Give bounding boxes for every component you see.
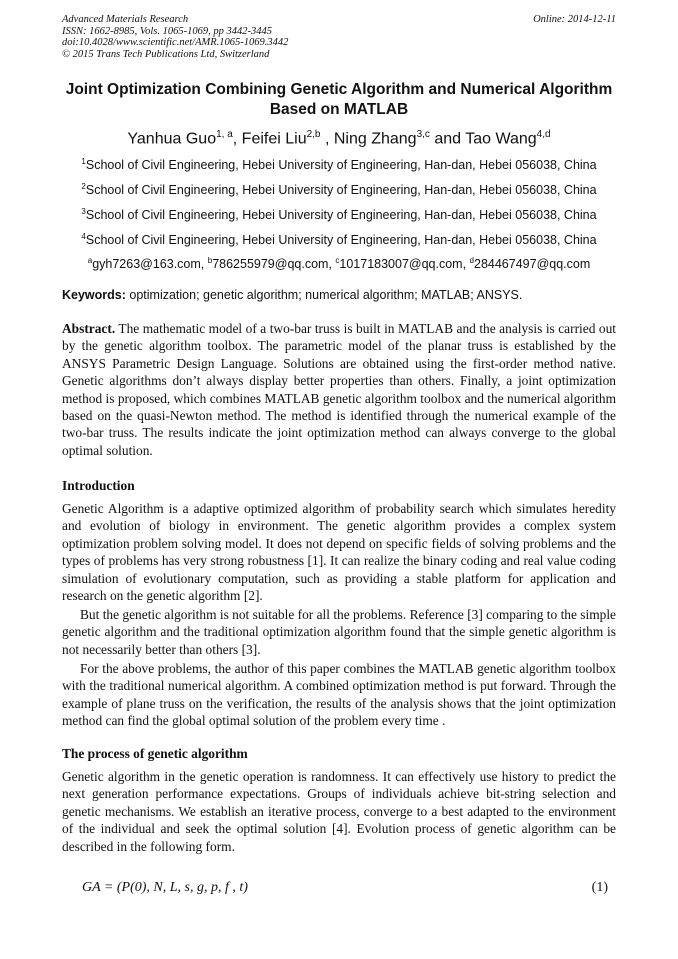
affiliation bbox=[62, 229, 616, 248]
intro-paragraph-3: For the above problems, the author of this paper combines the MATLAB genetic algorithm toolbox with the traditional numerical algorithm. A combined optimization method is put forward. Through the example of plane truss on the verification, the results of the analysis shows that the joint optimization method can find the global optimal solution of the problem every time . bbox=[62, 661, 616, 729]
section-heading-introduction: Introduction bbox=[62, 478, 135, 493]
author-sup: 3,c bbox=[416, 129, 430, 140]
email-address: 284467497@qq.com bbox=[474, 257, 591, 272]
email-address: 1017183007@qq.com, bbox=[339, 257, 470, 272]
affiliation-num: 3 bbox=[81, 207, 86, 216]
email-list bbox=[62, 253, 616, 272]
author-sup: 4,d bbox=[536, 129, 551, 140]
process-paragraph-1: Genetic algorithm in the genetic operation is randomness. It can effectively use history to predict the next generation performance expectations. Groups of individuals achieve bit-string selection and genetic mechanisms. We establish an iterative process, converge to a best adapted to the environment of the individual and seek the optimal solution [4]. Evolution process of genetic algorithm can be described in the following form. bbox=[62, 769, 616, 854]
affiliation-text: School of Civil Engineering, Hebei University of Engineering, Han-dan, Hebei 056038, China bbox=[85, 233, 597, 248]
intro-paragraph-2: But the genetic algorithm is not suitable for all the problems. Reference [3] comparing to the simple genetic algorithm and the traditional optimization algorithm found that the simple genetic algorithm is not necessarily better than others [3]. bbox=[62, 607, 616, 657]
author-sup: 1, a bbox=[216, 129, 233, 140]
email-address: gyh7263@163.com, bbox=[92, 257, 208, 272]
affiliation-text: School of Civil Engineering, Hebei University of Engineering, Han-dan, Hebei 056038, China bbox=[85, 208, 597, 223]
affiliation-num: 2 bbox=[81, 182, 86, 191]
equation: GA = (P(0), N, L, s, g, p, f , t) bbox=[82, 880, 248, 895]
email-sup: a bbox=[87, 256, 93, 265]
author-sep: , bbox=[320, 130, 334, 148]
affiliation-num: 4 bbox=[81, 232, 86, 241]
journal-name: Advanced Materials Research bbox=[62, 14, 189, 25]
affiliation-text: School of Civil Engineering, Hebei University of Engineering, Han-dan, Hebei 056038, China bbox=[85, 183, 597, 198]
keywords-label: Keywords: bbox=[62, 288, 126, 302]
affiliation-num: 1 bbox=[81, 157, 86, 166]
author-name: Yanhua Guo bbox=[127, 130, 217, 148]
copyright-line: © 2015 Trans Tech Publications Ltd, Switzerland bbox=[62, 48, 270, 60]
email-sup: b bbox=[207, 256, 213, 265]
author-sep: and bbox=[429, 130, 466, 148]
journal-header bbox=[62, 14, 288, 60]
doi-line: doi:10.4028/www.scientific.net/AMR.1065-1069.3442 bbox=[62, 37, 289, 48]
issn-line: ISSN: 1662-8985, Vols. 1065-1069, pp 3442-3445 bbox=[62, 25, 272, 37]
online-date: Online: 2014-12-11 bbox=[533, 14, 616, 25]
author-sup: 2,b bbox=[306, 129, 321, 140]
author-name: Tao Wang bbox=[465, 130, 537, 148]
email-sup: c bbox=[335, 256, 340, 265]
abstract-text: The mathematic model of a two-bar truss is built in MATLAB and the analysis is carried out by the genetic algorithm toolbox. The parametric model of the planar truss is established by the ANSYS Parametric Design Language. Solutions are obtained using the first-order method native. Genetic algorithms don’t always display better properties than others. Finally, a joint optimization method is proposed, which combines MATLAB genetic algorithm toolbox and the numerical algorithm based on the quasi-Newton method. The method is identified through the numerical example of the two-bar truss. The results indicate the joint optimization method can always converge to the global optimal solution. bbox=[62, 321, 616, 458]
paper-title: Joint Optimization Combining Genetic Algorithm and Numerical Algorithm Based on MATLAB bbox=[65, 81, 613, 118]
author-sep: , bbox=[232, 130, 242, 148]
affiliation bbox=[62, 204, 616, 223]
affiliation bbox=[62, 154, 616, 173]
author-list bbox=[62, 125, 616, 149]
email-address: 786255979@qq.com, bbox=[212, 257, 336, 272]
author-name: Feifei Liu bbox=[241, 130, 307, 148]
abstract bbox=[62, 320, 616, 459]
section-heading-process: The process of genetic algorithm bbox=[62, 746, 248, 761]
affiliation bbox=[62, 179, 616, 198]
intro-paragraph-1: Genetic Algorithm is a adaptive optimized algorithm of probability search which simulates heredity and evolution of biology in environment. The genetic algorithm provides a complex system optimization problem solving model. It does not depend on specific fields of solving problems and the types of problems has very strong robustness [1]. It can realize the binary coding and real value coding simulation of evolutionary computation, such as providing a stable platform for application and research on the genetic algorithm [2]. bbox=[62, 501, 616, 604]
affiliation-text: School of Civil Engineering, Hebei University of Engineering, Han-dan, Hebei 056038, China bbox=[85, 158, 597, 173]
author-name: Ning Zhang bbox=[333, 130, 417, 148]
abstract-label: Abstract. bbox=[62, 321, 116, 336]
keywords bbox=[62, 287, 616, 303]
keywords-text: optimization; genetic algorithm; numerical algorithm; MATLAB; ANSYS. bbox=[125, 288, 523, 302]
email-sup: d bbox=[469, 256, 474, 265]
equation-number: (1) bbox=[591, 880, 608, 895]
